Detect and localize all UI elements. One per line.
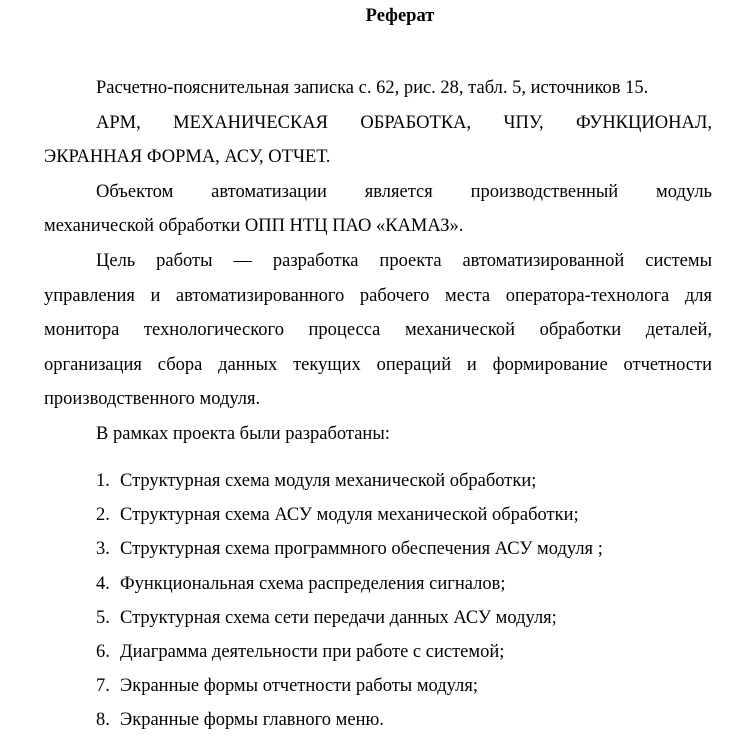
list-number: 3. — [96, 539, 110, 560]
list-item — [96, 498, 716, 532]
list-number: 4. — [96, 573, 110, 594]
paragraph-summary: Расчетно-пояснительная записка с. 62, рис. 28, табл. 5, источников 15. — [96, 78, 649, 98]
list-number: 1. — [96, 471, 110, 491]
paragraph-goal-line: монитора технологического процесса механической обработки деталей, — [44, 320, 712, 341]
list-item — [96, 567, 716, 601]
list-item — [96, 601, 716, 635]
document-body — [44, 71, 712, 452]
list-number: 8. — [96, 710, 110, 731]
list-text: Структурная схема программного обеспечения АСУ модуля ; — [120, 539, 603, 560]
list-item — [96, 703, 716, 737]
list-number: 7. — [96, 676, 110, 697]
paragraph-goal-line: управления и автоматизированного рабочего места оператора-технолога для — [44, 285, 712, 306]
list-item — [96, 532, 716, 566]
paragraph-keywords-line: АРМ, МЕХАНИЧЕСКАЯ ОБРАБОТКА, ЧПУ, ФУНКЦИОНАЛ, — [96, 112, 712, 133]
list-text: Функциональная схема распределения сигналов; — [120, 573, 506, 594]
list-number: 2. — [96, 505, 110, 526]
list-text: Диаграмма деятельности при работе с системой; — [120, 641, 505, 662]
paragraph-list-intro: В рамках проекта были разработаны: — [96, 423, 390, 444]
list-item — [96, 669, 716, 703]
paragraph-goal-line: производственного модуля. — [44, 389, 261, 410]
list-text: Экранные формы главного меню. — [120, 710, 384, 731]
deliverables-list — [96, 464, 716, 738]
list-text: Экранные формы отчетности работы модуля; — [120, 676, 478, 697]
paragraph-goal-line: организация сбора данных текущих операций и формирование отчетности — [44, 354, 712, 375]
list-text: Структурная схема АСУ модуля механической обработки; — [120, 505, 579, 526]
list-number: 5. — [96, 607, 110, 628]
paragraph-keywords-line: ЭКРАННАЯ ФОРМА, АСУ, ОТЧЕТ. — [44, 147, 331, 168]
document-title: Реферат — [365, 6, 435, 26]
list-item — [96, 635, 716, 669]
paragraph-goal-line: Цель работы — разработка проекта автоматизированной системы — [96, 250, 712, 271]
list-number: 6. — [96, 641, 110, 662]
list-item — [96, 464, 716, 498]
paragraph-object-line: Объектом автоматизации является производственный модуль — [96, 181, 712, 202]
list-text: Структурная схема модуля механической обработки; — [120, 471, 537, 491]
paragraph-object-line: механической обработки ОПП НТЦ ПАО «КАМАЗ». — [44, 216, 464, 237]
list-text: Структурная схема сети передачи данных АСУ модуля; — [120, 607, 557, 628]
